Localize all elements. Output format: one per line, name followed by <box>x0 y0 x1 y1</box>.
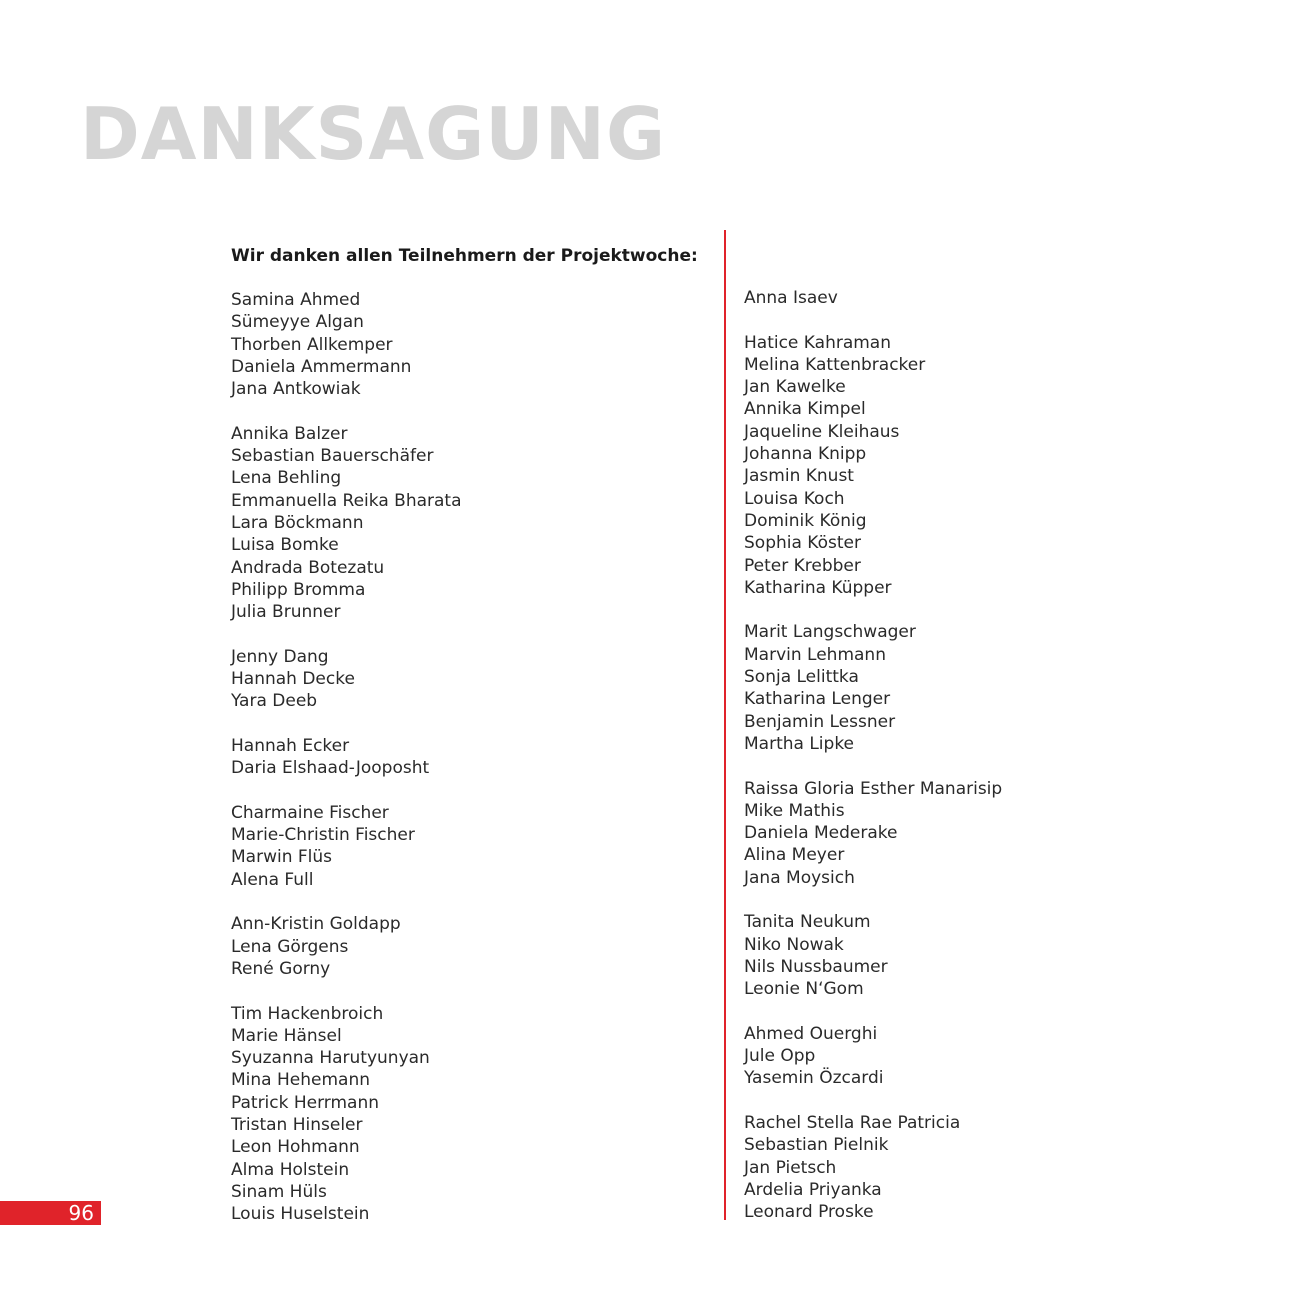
participant-name: Lara Böckmann <box>231 512 364 533</box>
participant-name: Jan Kawelke <box>744 377 846 398</box>
participant-name: Nils Nussbaumer <box>744 956 888 977</box>
participant-name: Jule Opp <box>744 1046 816 1067</box>
participant-name: Lena Behling <box>231 468 342 489</box>
participant-name: Tanita Neukum <box>744 912 871 933</box>
column-divider <box>724 230 726 1220</box>
participant-name: Annika Kimpel <box>744 399 866 420</box>
intro-text: Wir danken allen Teilnehmern der Projektwoche: <box>231 246 698 266</box>
participant-name: Jana Moysich <box>744 867 855 888</box>
participant-name: Melina Kattenbracker <box>744 354 926 375</box>
participant-name: Leon Hohmann <box>231 1137 360 1158</box>
name-group <box>231 1003 462 1226</box>
participant-name: Tristan Hinseler <box>231 1114 363 1135</box>
participant-name: Sophia Köster <box>744 533 861 554</box>
participant-name: Alma Holstein <box>231 1159 350 1180</box>
participant-name: René Gorny <box>231 958 331 979</box>
participant-name: Leonie N‘Gom <box>744 979 864 1000</box>
name-group <box>744 1023 1002 1090</box>
participant-name: Marit Langschwager <box>744 622 916 643</box>
participant-name: Ann-Kristin Goldapp <box>231 914 401 935</box>
participant-name: Sebastian Bauerschäfer <box>231 446 434 467</box>
participant-name: Hannah Ecker <box>231 735 350 756</box>
participant-name: Sümeyye Algan <box>231 312 364 333</box>
participant-name: Jan Pietsch <box>744 1157 837 1178</box>
participant-name: Jenny Dang <box>231 646 329 667</box>
participant-name: Syuzanna Harutyunyan <box>231 1048 430 1069</box>
name-group <box>744 911 1002 1000</box>
participant-name: Julia Brunner <box>231 602 341 623</box>
name-group <box>231 913 462 980</box>
participant-name: Samina Ahmed <box>231 290 361 310</box>
participant-name: Sinam Hüls <box>231 1181 327 1202</box>
name-group <box>231 423 462 624</box>
participant-name: Katharina Küpper <box>744 577 892 598</box>
name-group <box>231 802 462 891</box>
participant-name: Hannah Decke <box>231 669 355 690</box>
participant-name: Peter Krebber <box>744 555 861 576</box>
participant-name: Niko Nowak <box>744 934 844 955</box>
participant-name: Jana Antkowiak <box>231 379 361 400</box>
participant-name: Marie Hänsel <box>231 1025 342 1046</box>
participant-name: Benjamin Lessner <box>744 711 896 732</box>
participant-name: Thorben Allkemper <box>231 334 393 355</box>
participant-name: Katharina Lenger <box>744 689 891 710</box>
participant-name: Yasemin Özcardi <box>744 1068 884 1089</box>
participant-name: Ardelia Priyanka <box>744 1179 882 1200</box>
participant-name: Luisa Bomke <box>231 535 339 556</box>
participant-name: Andrada Botezatu <box>231 557 385 578</box>
participant-name: Martha Lipke <box>744 733 855 754</box>
name-group <box>231 735 462 780</box>
participant-name: Raissa Gloria Esther Manarisip <box>744 778 1003 799</box>
names-column-left <box>231 289 462 1248</box>
name-group <box>744 1112 1002 1223</box>
participant-name: Mina Hehemann <box>231 1070 370 1091</box>
participant-name: Louisa Koch <box>744 488 845 509</box>
participant-name: Sonja Lelittka <box>744 667 859 688</box>
participant-name: Tim Hackenbroich <box>231 1003 384 1024</box>
participant-name: Sebastian Pielnik <box>744 1135 889 1156</box>
participant-name: Marie-Christin Fischer <box>231 825 415 846</box>
participant-name: Marvin Lehmann <box>744 644 886 665</box>
participant-name: Hatice Kahraman <box>744 332 891 353</box>
participant-name: Jasmin Knust <box>744 466 854 487</box>
participant-name: Jaqueline Kleihaus <box>744 421 900 442</box>
participant-name: Yara Deeb <box>231 691 318 712</box>
names-column-right <box>744 287 1002 1246</box>
participant-name: Daniela Ammermann <box>231 356 412 377</box>
name-group <box>744 621 1002 755</box>
page-number-tab <box>0 1201 101 1225</box>
participant-name: Patrick Herrmann <box>231 1092 380 1113</box>
name-group <box>231 646 462 713</box>
page-number: 96 <box>68 1201 94 1225</box>
name-group <box>744 287 1002 309</box>
participant-name: Rachel Stella Rae Patricia <box>744 1112 961 1133</box>
participant-name: Leonard Proske <box>744 1202 874 1223</box>
participant-name: Anna Isaev <box>744 288 838 308</box>
participant-name: Annika Balzer <box>231 423 348 444</box>
name-group <box>231 289 462 400</box>
participant-name: Lena Görgens <box>231 936 349 957</box>
page-title: DANKSAGUNG <box>80 92 667 176</box>
participant-name: Dominik König <box>744 510 867 531</box>
participant-name: Philipp Bromma <box>231 579 366 600</box>
participant-name: Alina Meyer <box>744 845 845 866</box>
participant-name: Marwin Flüs <box>231 847 333 868</box>
participant-name: Ahmed Ouerghi <box>744 1023 878 1044</box>
name-group <box>744 332 1002 600</box>
name-group <box>744 778 1002 889</box>
participant-name: Emmanuella Reika Bharata <box>231 490 462 511</box>
participant-name: Daria Elshaad-Jooposht <box>231 758 430 779</box>
participant-name: Daniela Mederake <box>744 823 898 844</box>
participant-name: Louis Huselstein <box>231 1204 370 1225</box>
participant-name: Alena Full <box>231 869 314 890</box>
participant-name: Johanna Knipp <box>744 444 867 465</box>
participant-name: Mike Mathis <box>744 800 845 821</box>
participant-name: Charmaine Fischer <box>231 802 389 823</box>
